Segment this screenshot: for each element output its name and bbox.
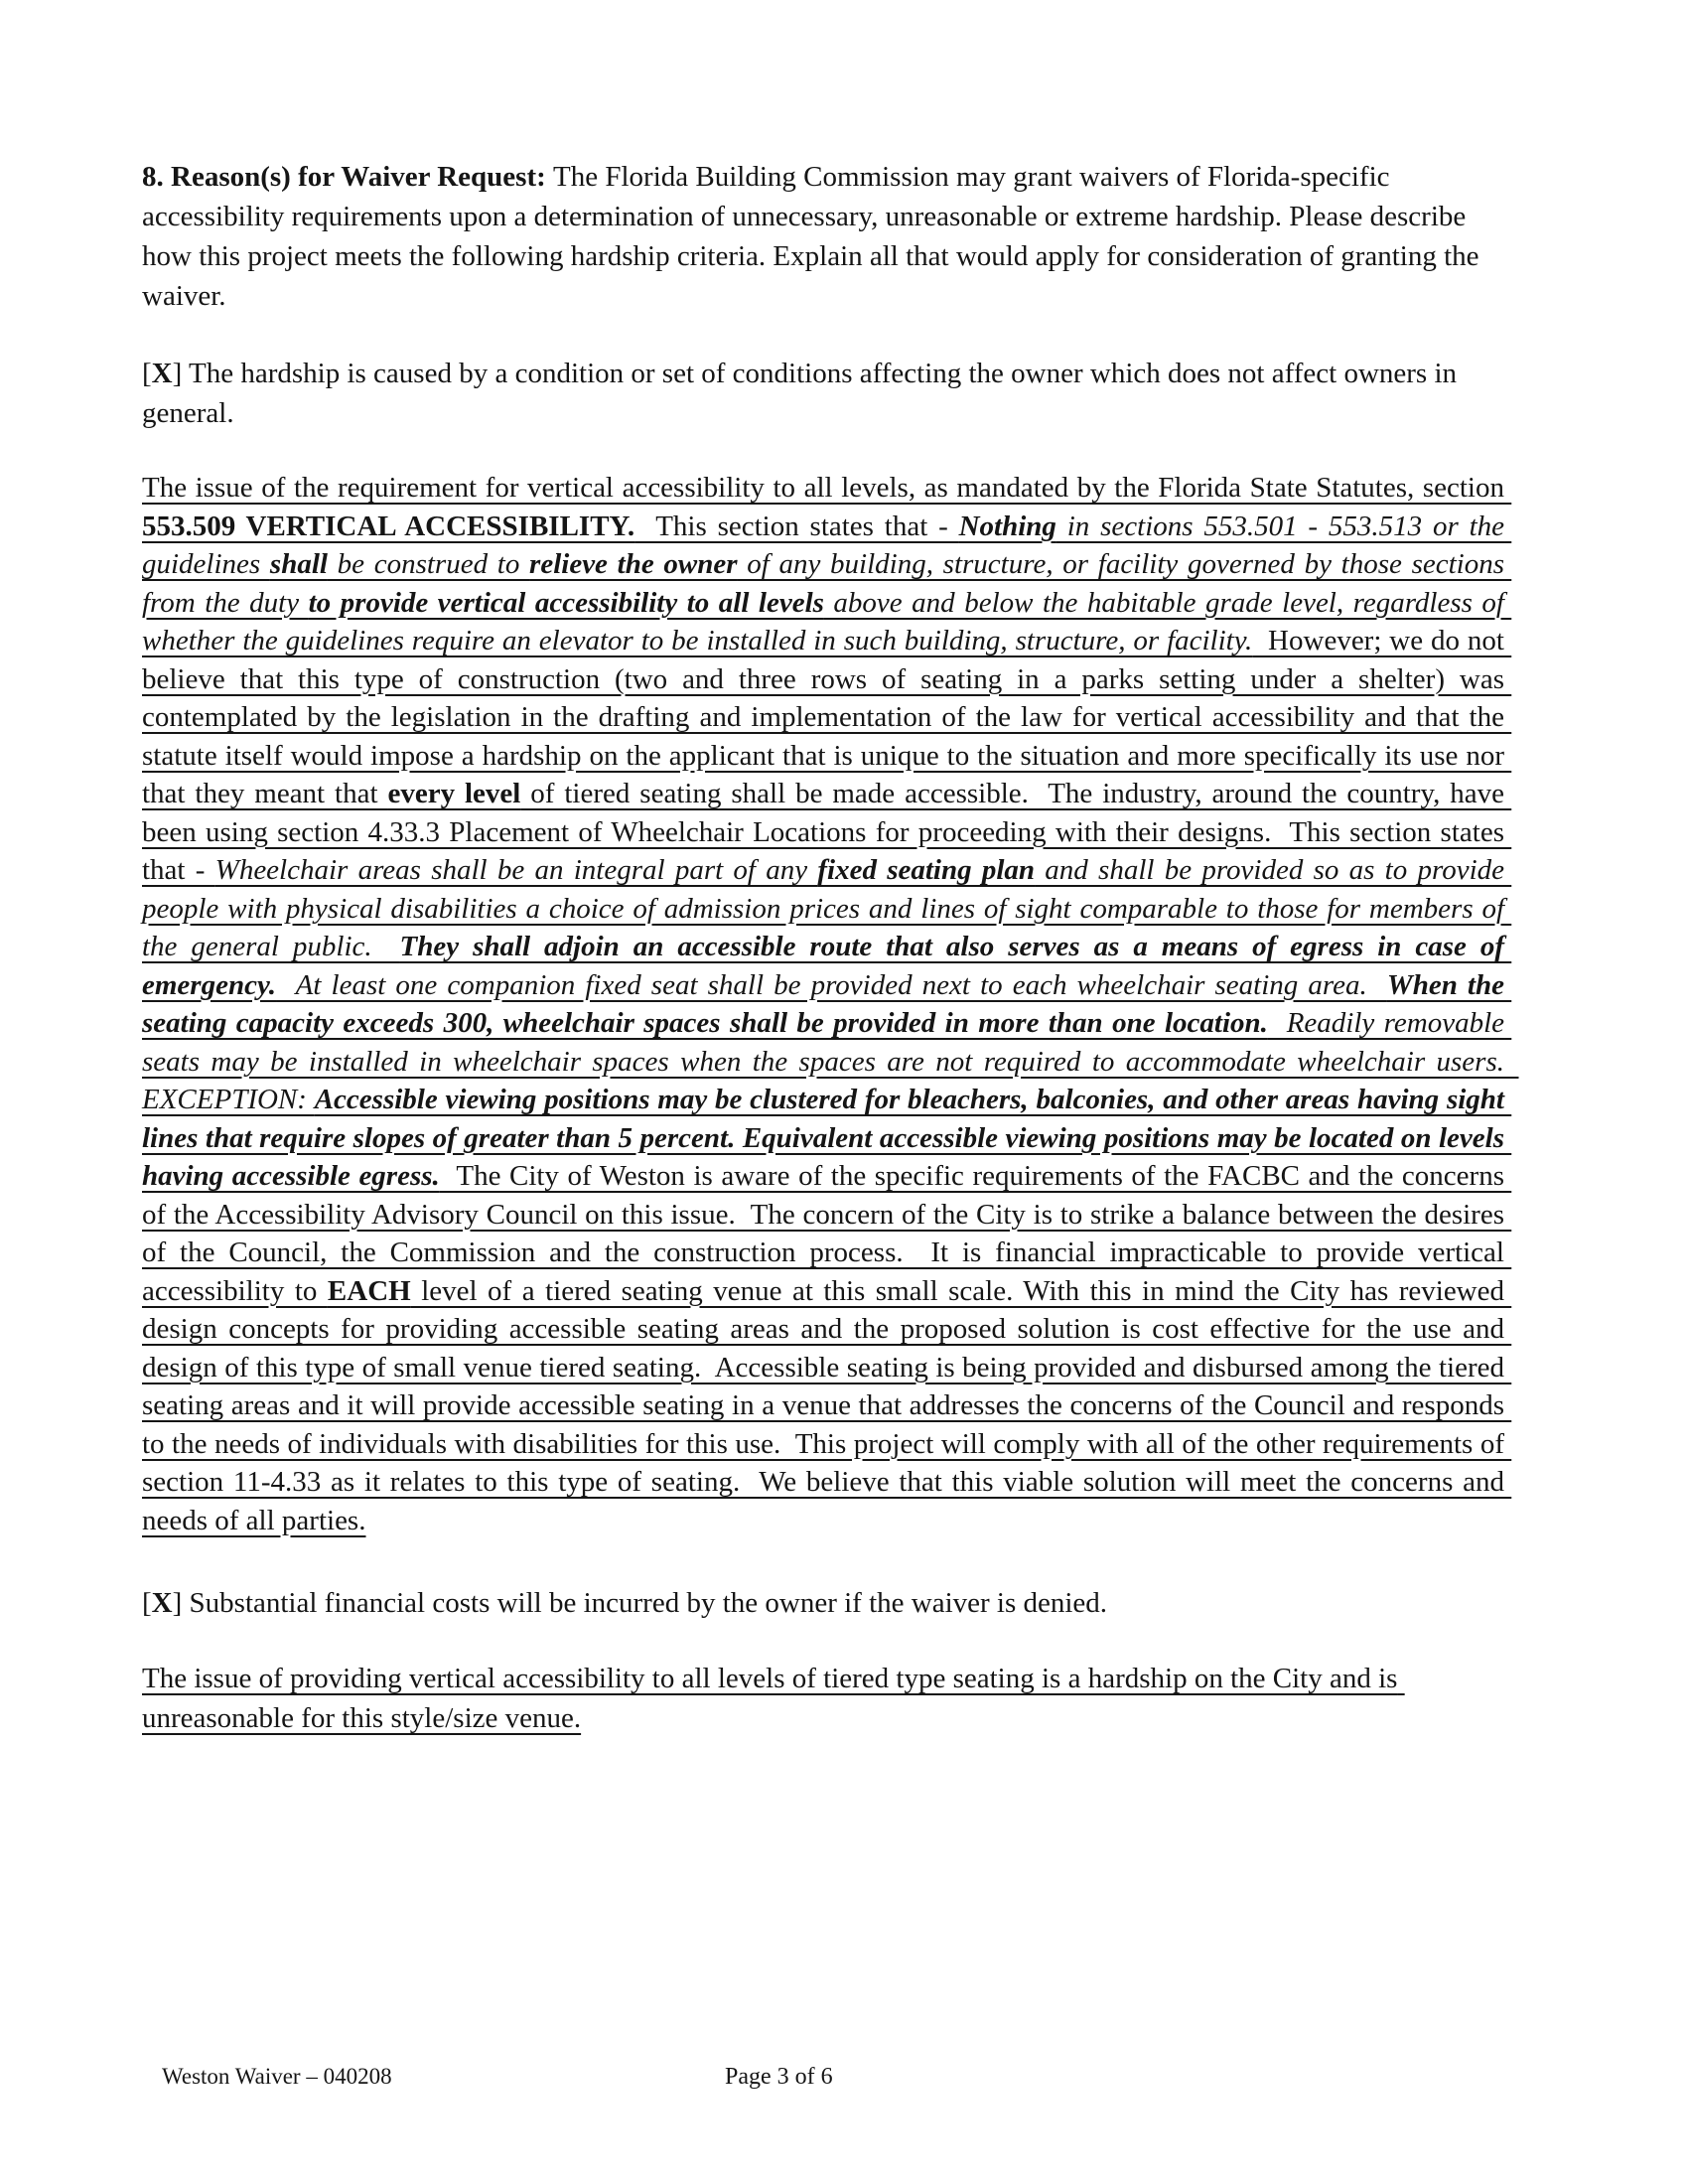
main-argument-paragraph [142, 469, 1519, 1539]
text-run: However; we do not believe that this type of construction (two and three rows of seating in a parks setting under a shelter) was contemplated by the legislation in the drafting and implementation of the law for vertical accessibility and that the statute itself would impose a hardship on the applicant that is unique to the situation and more specifically its use nor that they meant that [142, 625, 1512, 809]
footer-page-number: Page 3 of 6 [725, 2064, 833, 2090]
text-run: EACH [327, 1274, 411, 1307]
text-run: to provide vertical accessibility to all levels [308, 586, 824, 619]
text-run: The City of Weston is aware of the specific requirements of the FACBC and the concerns of the Accessibility Advisory Council on this issue. The concern of the City is to strike a balance between the desires of the Council, the Commission and the construction process. It is financial impracticable to provide vertical accessibility to [142, 1160, 1512, 1307]
hardship-checkbox-1 [142, 354, 1504, 433]
text-run: The Florida Building Commission may grant waivers of Florida-specific accessibility requirements upon a determination of unnecessary, unreasonable or extreme hardship. Please describe how this project meets the following hardship criteria. Explain all that would apply for consideration of granting the waiver. [142, 161, 1486, 312]
footer-doc-id: Weston Waiver – 040208 [162, 2064, 392, 2089]
text-run: ] Substantial financial costs will be incurred by the owner if the waiver is denied. [172, 1587, 1108, 1619]
document-page [142, 157, 1519, 1738]
intro-paragraph [142, 157, 1504, 316]
text-run: and shall be provided so as to provide people with physical disabilities a choice of admission prices and lines of sight comparable to those for members of the general public. [142, 854, 1512, 962]
text-run: be construed to [327, 548, 530, 580]
text-run: X [151, 358, 173, 389]
text-run: When the seating capacity exceeds 300, wheelchair spaces shall be provided in more than one location. [142, 968, 1512, 1039]
text-run: At least one companion fixed seat shall be provided next to each wheelchair seating area. [276, 968, 1387, 1001]
text-run: Accessible viewing positions may be clustered for bleachers, balconies, and other areas having sight lines that require slopes of greater than 5 percent. Equivalent accessible viewing positions may be located on levels having accessible egress. [142, 1084, 1512, 1192]
text-run: level of a tiered seating venue at this small scale. With this in mind the City has reviewed design concepts for providing accessible seating areas and the proposed solution is cost effective for the use and design of this type of small venue tiered seating. Accessible seating is being provided and disbursed among the tiered seating areas and it will provide accessible seating in a venue that addresses the concerns of the Council and responds to the needs of individuals with disabilities for this use. This project will comply with all of the other requirements of section 11-4.33 as it relates to this type of seating. We believe that this viable solution will meet the concerns and needs of all parties. [142, 1274, 1512, 1536]
text-run: Readily removable seats may be installed in wheelchair spaces when the spaces are not required to accommodate wheelchair users. EXCEPTION: [142, 1007, 1519, 1115]
text-run: They shall adjoin an accessible route that also serves as a means of egress in case of emergency. [142, 931, 1512, 1001]
closing-paragraph [142, 1659, 1504, 1738]
text-run: The issue of providing vertical accessibility to all levels of tiered type seating is a hardship on the City and is unreasonable for this style/size venue. [142, 1663, 1405, 1734]
text-run: fixed seating plan [817, 854, 1036, 886]
text-run: The issue of the requirement for vertical accessibility to all levels, as mandated by the Florida State Statutes, section [142, 472, 1512, 504]
text-run: shall [269, 548, 328, 580]
text-run: in sections 553.501 - 553.513 or the guidelines [142, 510, 1512, 580]
text-run: ] The hardship is caused by a condition or set of conditions affecting the owner which does not affect owners in general. [142, 358, 1465, 429]
text-run: This section states that - [634, 510, 959, 542]
text-run: above and below the habitable grade level, regardless of whether the guidelines require an elevator to be installed in such building, structure, or facility. [142, 586, 1512, 656]
text-run: 553.509 VERTICAL ACCESSIBILITY. [142, 510, 635, 542]
text-run: [ [142, 1587, 152, 1619]
text-run: every level [387, 778, 521, 809]
text-run: Wheelchair areas shall be an integral part of any [214, 854, 818, 886]
hardship-checkbox-2 [142, 1583, 1504, 1623]
text-run: of tiered seating shall be made accessible. The industry, around the country, have been using section 4.33.3 Placement of Wheelchair Locations for proceeding with their designs. This section states that - [142, 778, 1512, 886]
text-run: of any building, structure, or facility governed by those sections from the duty [142, 548, 1512, 619]
text-run: relieve the owner [529, 548, 738, 580]
text-run: [ [142, 358, 152, 389]
text-run: Nothing [958, 510, 1056, 542]
text-run: X [151, 1587, 173, 1619]
text-run: 8. Reason(s) for Waiver Request: [142, 161, 554, 193]
